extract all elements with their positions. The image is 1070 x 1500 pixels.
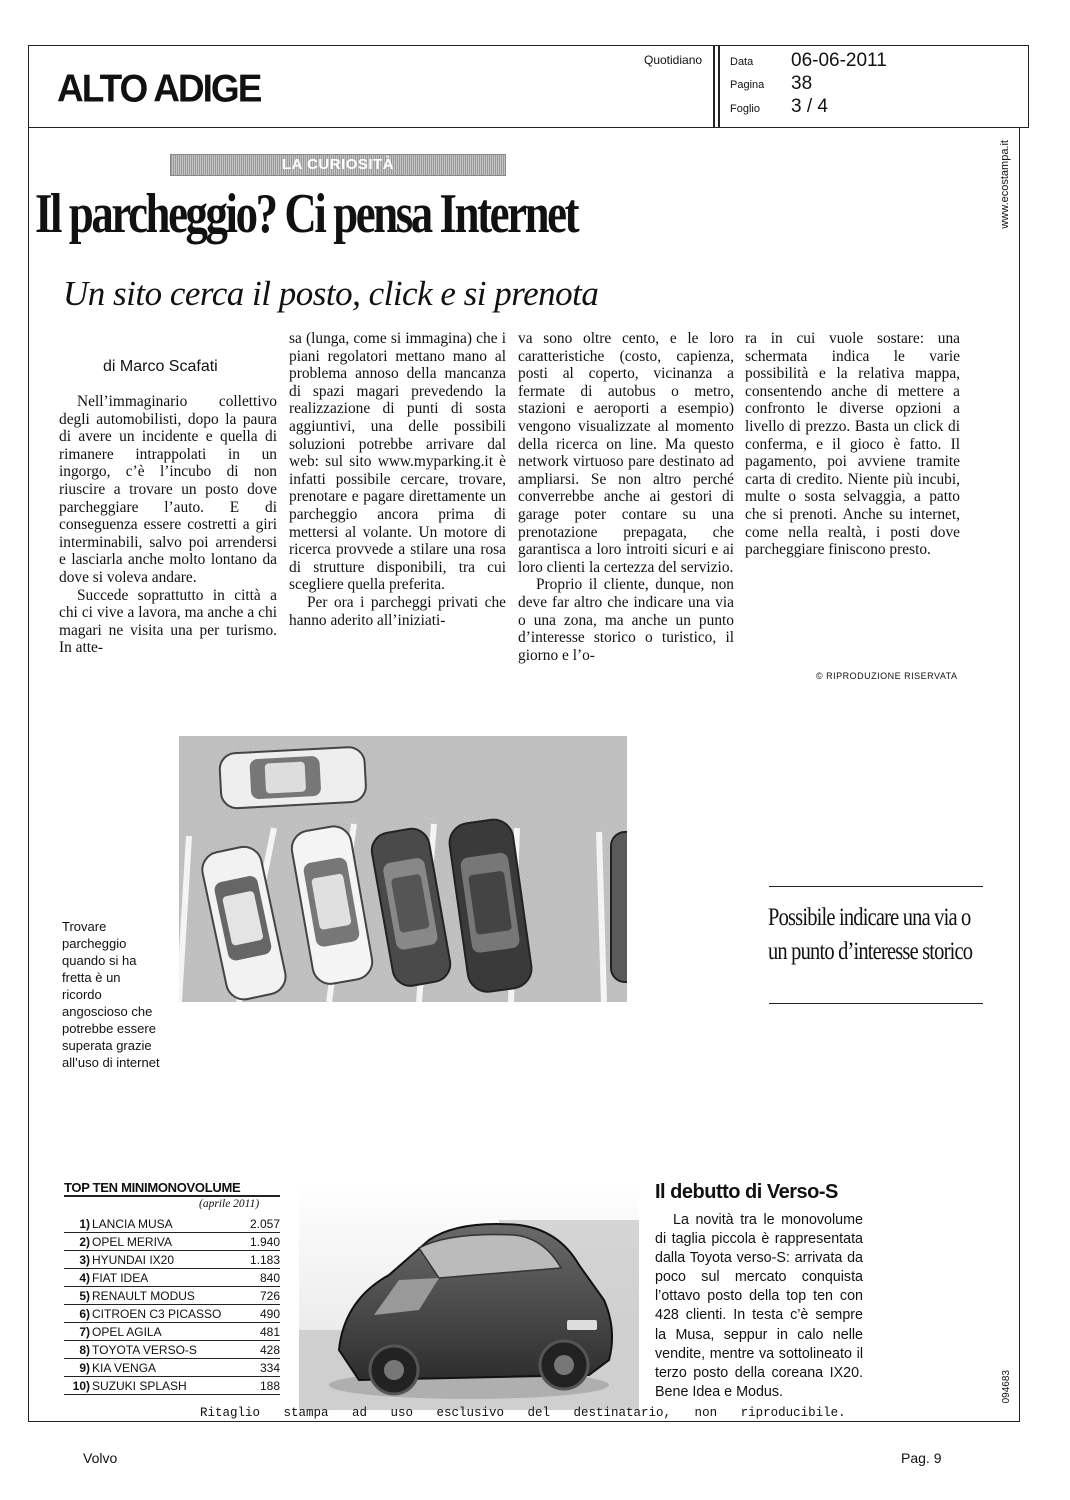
debutto-text: La novità tra le monovolume di taglia piccola è rappresentata dalla Toyota verso-S: arrivata da poco sul mercato conquista l’ottavo posto della top ten con 428 clienti. In testa c’è sempre la Musa, seppur in calo nelle vendite, mentre va sottolineato il terzo posto della coreana IX20. Bene Idea e Modus.: [655, 1212, 863, 1400]
top-ten-model: SUZUKI SPLASH: [92, 1377, 245, 1395]
top-ten-pos: 5): [64, 1287, 92, 1305]
top-ten-pos: 1): [64, 1215, 92, 1233]
section-tag: LA CURIOSITÀ: [170, 154, 506, 176]
parking-photo: [179, 736, 627, 1002]
article-column-2: [289, 330, 506, 629]
article-column-3: [518, 330, 734, 664]
top-ten-model: RENAULT MODUS: [92, 1287, 245, 1305]
table-row: [64, 1251, 280, 1269]
debutto-title: Il debutto di Verso-S: [655, 1181, 838, 1203]
top-ten-model: OPEL AGILA: [92, 1323, 245, 1341]
table-row: [64, 1287, 280, 1305]
paragraph: Per ora i parcheggi privati che hanno aderito all’iniziati-: [289, 593, 506, 629]
table-row: [64, 1377, 280, 1395]
top-ten-model: HYUNDAI IX20: [92, 1251, 245, 1269]
table-row: [64, 1323, 280, 1341]
paragraph: va sono oltre cento, e le loro caratteristiche (costo, capienza, posti al coperto, vicinanza a fermate di autobus o metro, stazioni e aeroporti a esempio) vengono visualizzate al momento della ricerca on line. Ma questo network virtuoso pare destinato ad ampliarsi. Se non altro perché converrebbe anche ai gestori di garage poter contare su una prenotazione prepagata, che garantisca a loro introiti sicuri e ai loro clienti la certezza del servizio.: [518, 330, 734, 576]
top-ten-table: [64, 1215, 280, 1395]
top-ten-pos: 10): [64, 1377, 92, 1395]
top-ten-value: 2.057: [245, 1215, 280, 1233]
table-row: [64, 1341, 280, 1359]
paragraph: Proprio il cliente, dunque, non deve far altro che indicare una via o una zona, ma anche un punto d’interesse storico o turistico, il giorno e l’o-: [518, 576, 734, 664]
top-ten-model: LANCIA MUSA: [92, 1215, 245, 1233]
headline: Il parcheggio? Ci pensa Internet: [35, 183, 578, 245]
top-ten-pos: 7): [64, 1323, 92, 1341]
top-ten-pos: 9): [64, 1359, 92, 1377]
top-ten-model: CITROEN C3 PICASSO: [92, 1305, 245, 1323]
footer-page: Pag. 9: [901, 1450, 942, 1466]
top-ten-model: FIAT IDEA: [92, 1269, 245, 1287]
footer-client: Volvo: [83, 1450, 118, 1466]
table-row: [64, 1269, 280, 1287]
header-box: [28, 45, 1029, 128]
data-value: 06-06-2011: [791, 50, 887, 71]
quotidiano-label: Quotidiano: [644, 53, 703, 67]
photo-caption: Trovare parcheggio quando si ha fretta è un ricordo angoscioso che potrebbe essere superata grazie all’uso di internet: [62, 919, 160, 1070]
paragraph: Succede soprattutto in città a chi ci vive a lavora, ma anche a chi magari ne visita una per turismo. In atte-: [59, 586, 277, 657]
top-ten-rule: [64, 1195, 280, 1197]
top-ten-subtitle: (aprile 2011): [199, 1198, 260, 1210]
top-ten-title: TOP TEN MINIMONOVOLUME: [64, 1180, 241, 1195]
top-ten-value: 726: [245, 1287, 280, 1305]
foglio-label: Foglio: [730, 103, 760, 115]
table-row: [64, 1305, 280, 1323]
pull-quote-rule: [769, 1003, 983, 1004]
header-divider: [718, 46, 720, 127]
top-ten-value: 428: [245, 1341, 280, 1359]
pagina-label: Pagina: [730, 79, 765, 91]
top-ten-value: 1.183: [245, 1251, 280, 1269]
table-row: [64, 1233, 280, 1251]
top-ten-value: 490: [245, 1305, 280, 1323]
top-ten-pos: 4): [64, 1269, 92, 1287]
paragraph: Nell’immaginario collettivo degli automobilisti, dopo la paura di avere un incidente e quella di rimanere intrappolati in un ingorgo, c’è l’incubo di non riuscire a trovare un posto dove parcheggiare l’auto. E di conseguenza essere costretti a giri interminabili, salvo poi arrendersi e lasciarla anche molto lontano da dove si voleva andare.: [59, 393, 277, 586]
table-row: [64, 1359, 280, 1377]
top-ten-value: 840: [245, 1269, 280, 1287]
article-column-4: [745, 330, 960, 559]
article-box: [28, 128, 1020, 1422]
top-ten-pos: 6): [64, 1305, 92, 1323]
pull-quote-rule: [769, 886, 983, 887]
top-ten-pos: 8): [64, 1341, 92, 1359]
subheadline: Un sito cerca il posto, click e si prenota: [63, 274, 599, 313]
top-ten-model: OPEL MERIVA: [92, 1233, 245, 1251]
pagina-value: 38: [791, 73, 813, 94]
top-ten-model: TOYOTA VERSO-S: [92, 1341, 245, 1359]
toyota-car-photo: [299, 1180, 639, 1410]
top-ten-value: 1.940: [245, 1233, 280, 1251]
top-ten-pos: 2): [64, 1233, 92, 1251]
clipping-notice: Ritaglio stampa ad uso esclusivo del destinatario, non riproducibile.: [200, 1406, 846, 1420]
top-ten-value: 334: [245, 1359, 280, 1377]
side-url: www.ecostampa.it: [999, 140, 1011, 229]
side-code: 094683: [1001, 1370, 1012, 1404]
foglio-value: 3 / 4: [791, 96, 828, 117]
copyright-notice: © RIPRODUZIONE RISERVATA: [816, 671, 958, 681]
masthead: ALTO ADIGE: [57, 66, 261, 110]
data-label: Data: [730, 56, 754, 68]
header-divider: [713, 46, 715, 127]
byline: di Marco Scafati: [103, 358, 218, 375]
top-ten-value: 188: [245, 1377, 280, 1395]
paragraph: sa (lunga, come si immagina) che i piani regolatori mettano mano al problema annoso della mancanza di spazi magari prevedendo la realizzazione di punti di sosta aggiuntivi, una delle possibili soluzioni potrebbe arrivare dal web: sul sito www.myparking.it è infatti possibile cercare, trovare, prenotare e pagare direttamente un parcheggio ancora prima di mettersi al volante. Un motore di ricerca provvede a stilare una rosa di strutture disponibili, tra cui scegliere quella preferita.: [289, 330, 506, 594]
pull-quote: Possibile indicare una via o un punto d’interesse storico: [768, 904, 973, 965]
top-ten-model: KIA VENGA: [92, 1359, 245, 1377]
top-ten-pos: 3): [64, 1251, 92, 1269]
paragraph: ra in cui vuole sostare: una schermata indica le varie possibilità e la relativa mappa, consentendo anche di mettere a confronto le diverse opzioni a livello di prezzo. Basta un click di conferma, e il gioco è fatto. Il pagamento, poi avviene tramite carta di credito. Niente più incubi, multe o sosta selvaggia, a patto che si prenoti. Anche su internet, come nella realtà, i posti dove parcheggiare finiscono presto.: [745, 330, 960, 559]
article-column-1: [59, 393, 277, 657]
table-row: [64, 1215, 280, 1233]
top-ten-value: 481: [245, 1323, 280, 1341]
